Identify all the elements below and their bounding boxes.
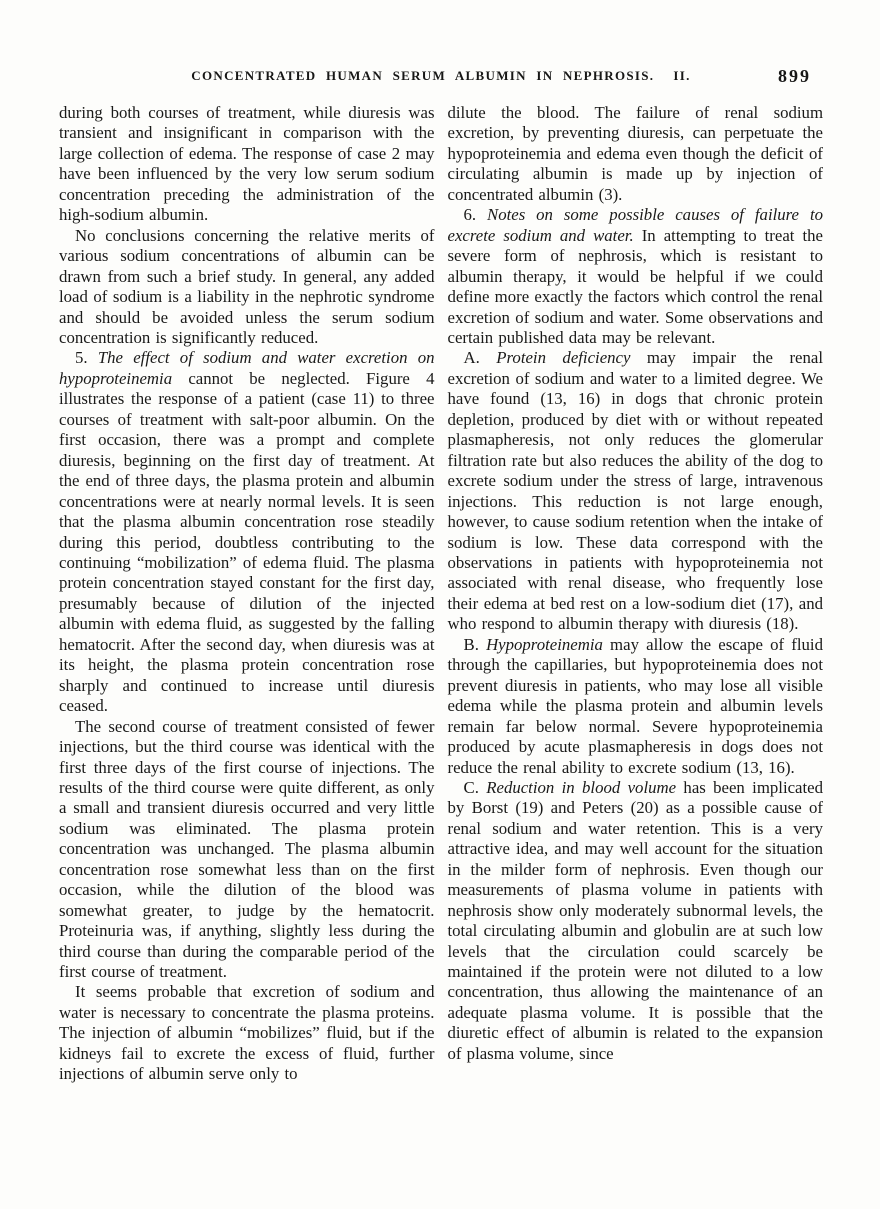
section-heading-italic: Protein deficiency — [496, 348, 631, 368]
section-heading-italic: Hypoproteinemia — [486, 634, 603, 654]
text-segment: A. — [463, 348, 497, 368]
paragraph — [59, 348, 435, 716]
paragraph — [448, 205, 824, 348]
page-number: 899 — [778, 66, 811, 86]
section-heading-italic: The effect of sodium and water excretion on hypoproteinemia — [59, 348, 435, 388]
text-segment: 6. — [463, 205, 488, 225]
section-heading-italic: Reduction in blood volume — [486, 777, 677, 797]
text-columns — [59, 103, 823, 1085]
section-heading-italic: Notes on some possible causes of failure to excrete sodium and water. — [447, 205, 823, 245]
text-segment: C. — [463, 777, 487, 797]
paragraph — [448, 348, 824, 634]
paragraph — [59, 226, 435, 349]
paragraph — [448, 103, 824, 205]
text-segment: during both courses of treatment, while diuresis was transient and insignificant in comparison with the large collection of edema. The response of case 2 may have been influenced by the very low serum sodium concentration preceding the administration of the high-sodium albumin. — [59, 103, 435, 225]
left-column — [59, 103, 435, 1085]
text-segment: cannot be neglected. Figure 4 illustrates the response of a patient (case 11) to three courses of treatment with salt-poor albumin. On the first occasion, there was a prompt and complete diuresis, beginning on the first day of treatment. At the end of three days, the plasma protein and albumin concentrations were at nearly normal levels. It is seen that the plasma albumin concentration rose steadily during this period, doubtless contributing to the continuing “mobilization” of edema fluid. The plasma protein concentration stayed constant for the first day, presumably because of dilution of the injected albumin with edema fluid, as suggested by the falling hematocrit. After the second day, when diuresis was at its height, the plasma protein concentration rose sharply and continued to increase until diuresis ceased. — [59, 368, 435, 716]
text-segment: The second course of treatment consisted of fewer injections, but the third course was identical with the first three days of the first course of injections. The results of the third course were quite different, as only a small and transient diuresis occurred and very little sodium was eliminated. The plasma protein concentration was unchanged. The plasma albumin concentration rose somewhat less than on the first occasion, while the dilution of the blood was somewhat greater, to judge by the hematocrit. Proteinuria was, if anything, slightly less during the third course than during the comparable period of the first course of treatment. — [59, 716, 435, 982]
text-segment: It seems probable that excretion of sodium and water is necessary to concentrate the plasma proteins. The injection of albumin “mobilizes” fluid, but if the kidneys fail to excrete the excess of fluid, further injections of albumin serve only to — [59, 982, 435, 1084]
text-segment: In attempting to treat the severe form of nephrosis, which is resistant to albumin therapy, it would be helpful if we could define more exactly the factors which control the renal excretion of sodium and water. Some observations and certain published data may be relevant. — [447, 225, 823, 347]
running-head — [59, 66, 823, 88]
text-segment: has been implicated by Borst (19) and Peters (20) as a possible cause of renal sodium and water retention. This is a very attractive idea, and may well account for the situation in the milder form of nephrosis. Even though our measurements of plasma volume in patients with nephrosis show only moderately subnormal levels, the total circulating albumin and globulin are at such low levels that the circulation could scarcely be maintained if the protein were not diluted to a low concentration, thus allowing the maintenance of an adequate plasma volume. It is possible that the diuretic effect of albumin is related to the expansion of plasma volume, since — [447, 777, 824, 1063]
right-column — [448, 103, 824, 1085]
paragraph — [59, 717, 435, 983]
text-segment: 5. — [75, 348, 98, 368]
text-segment: may impair the renal excretion of sodium and water to a limited degree. We have found (13, 16) in dogs that chronic protein depletion, produced by diet with or without repeated plasmapheresis, not only reduces the glomerular filtration rate but also reduces the ability of the dog to excrete sodium under the stress of large, intravenous injections. This reduction is not large enough, however, to cause sodium retention when the intake of sodium is low. These data correspond with the observations in patients with hypoproteinemia not associated with renal disease, who frequently lose their edema at bed rest on a low-sodium diet (17), and who respond to albumin therapy with diuresis (18). — [447, 348, 823, 634]
text-segment: No conclusions concerning the relative merits of various sodium concentrations of albumin can be drawn from such a brief study. In general, any added load of sodium is a liability in the nephrotic syndrome and should be avoided unless the serum sodium concentration is significantly reduced. — [59, 225, 435, 347]
paragraph — [448, 778, 824, 1064]
paragraph — [448, 635, 824, 778]
running-title: CONCENTRATED HUMAN SERUM ALBUMIN IN NEPHROSIS. II. — [191, 68, 691, 83]
text-segment: B. — [463, 634, 487, 654]
text-segment: may allow the escape of fluid through the capillaries, but hypoproteinemia does not prevent diuresis in patients, who may lose all visible edema while the plasma protein and albumin levels remain far below normal. Severe hypoproteinemia produced by acute plasmapheresis in dogs does not reduce the renal ability to excrete sodium (13, 16). — [447, 634, 823, 777]
text-segment: dilute the blood. The failure of renal sodium excretion, by preventing diuresis, can perpetuate the hypoproteinemia and edema even though the deficit of circulating albumin is made up by injection of concentrated albumin (3). — [447, 103, 823, 204]
paragraph — [59, 982, 435, 1084]
paragraph — [59, 103, 435, 226]
